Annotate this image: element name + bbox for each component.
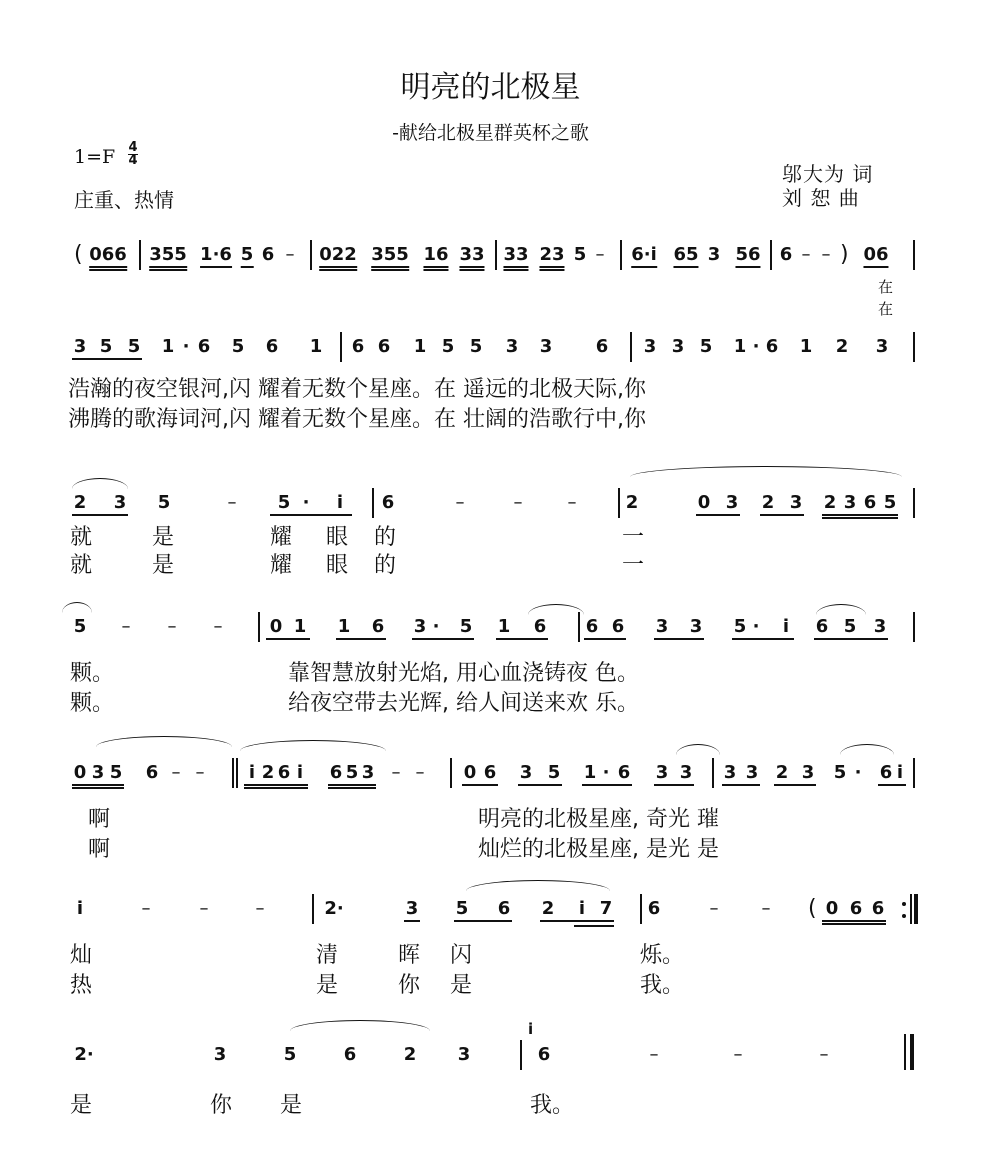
key-signature: 1=F bbox=[74, 146, 116, 168]
note: 5 bbox=[241, 244, 254, 268]
note: 3 bbox=[707, 244, 721, 265]
lyrics-line-2-v1: 浩瀚的夜空银河,闪 耀着无数个星座。在 遥远的北极天际,你 bbox=[68, 377, 646, 402]
note: 33 bbox=[459, 244, 484, 271]
note: 06 bbox=[863, 244, 888, 268]
song-subtitle: -献给北极星群英杯之歌 bbox=[392, 122, 589, 144]
note: 56 bbox=[735, 244, 760, 268]
note: 23 bbox=[539, 244, 564, 271]
note: 5 bbox=[573, 244, 587, 265]
note: 022 bbox=[319, 244, 357, 271]
tempo-marking: 庄重、热情 bbox=[74, 188, 174, 212]
note: 355 bbox=[371, 244, 409, 271]
note: 1·6 bbox=[200, 244, 232, 268]
note: 33 bbox=[503, 244, 528, 271]
lyricist-credit: 邬大为 词 bbox=[782, 162, 874, 186]
song-title: 明亮的北极星 bbox=[400, 70, 581, 105]
note: 066 bbox=[89, 244, 127, 271]
note: 6·i bbox=[631, 244, 657, 268]
lyrics-line-2-v2: 沸腾的歌海词河,闪 耀着无数个星座。在 壮阔的浩歌行中,你 bbox=[68, 407, 646, 432]
note: 6 bbox=[261, 244, 275, 265]
note: 16 bbox=[423, 244, 448, 271]
time-signature: 4 4 bbox=[128, 140, 138, 168]
note: 65 bbox=[673, 244, 698, 268]
note: 6 bbox=[779, 244, 793, 265]
note: 355 bbox=[149, 244, 187, 271]
composer-credit: 刘 恕 曲 bbox=[782, 186, 860, 210]
